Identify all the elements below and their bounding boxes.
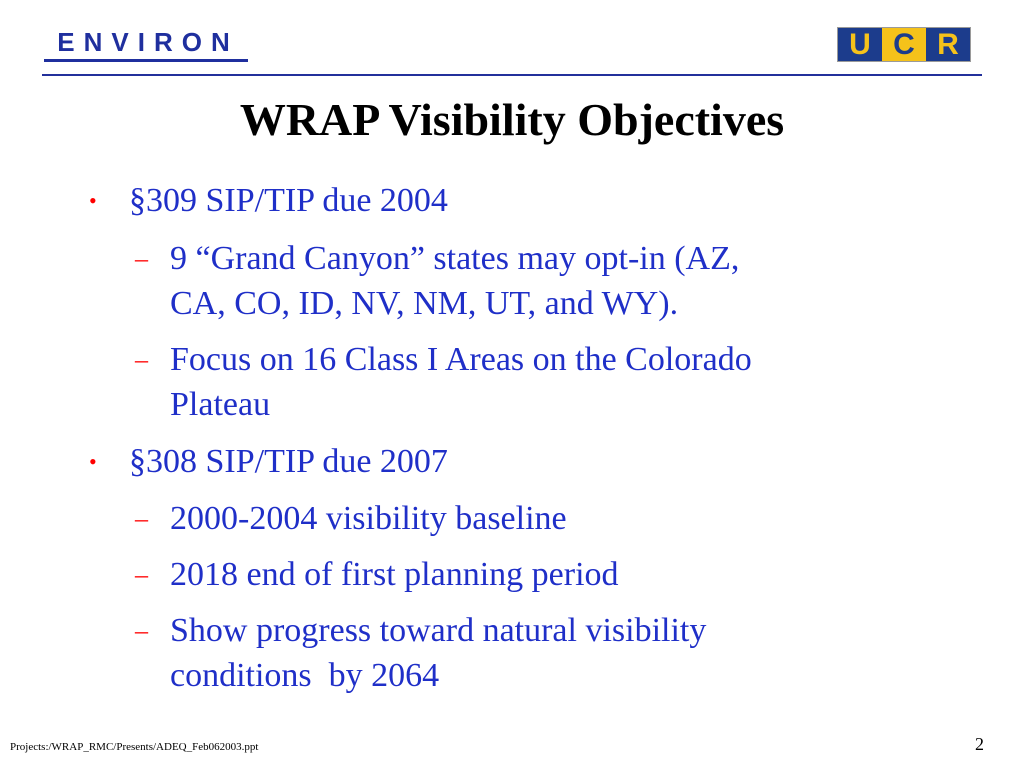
bullet-item: [89, 178, 448, 223]
bullet-item: [89, 439, 448, 484]
bullet-marker: •: [89, 449, 97, 474]
bullet-line: §308 SIP/TIP due 2007: [129, 443, 448, 480]
bullet-line: §309 SIP/TIP due 2004: [129, 182, 448, 219]
sub-bullet-line: conditions by 2064: [170, 657, 440, 694]
sub-bullet-marker: –: [135, 504, 148, 533]
sub-bullet-marker: –: [135, 560, 148, 589]
ucr-logo-letter-r: R: [926, 28, 970, 61]
bullet-marker: •: [89, 188, 97, 213]
sub-bullet-marker: –: [135, 345, 148, 374]
sub-bullet-item: [135, 496, 567, 541]
ucr-logo-letter-c: C: [882, 28, 926, 61]
sub-bullet-marker: –: [135, 616, 148, 645]
sub-bullet-line: 2000-2004 visibility baseline: [170, 500, 567, 537]
slide-title: WRAP Visibility Objectives: [239, 94, 785, 145]
sub-bullet-item: [135, 608, 707, 698]
footer-file-path: Projects:/WRAP_RMC/Presents/ADEQ_Feb062003.ppt: [10, 741, 259, 753]
header-divider: [42, 74, 982, 76]
ucr-logo: [837, 27, 971, 62]
sub-bullet-line: 2018 end of first planning period: [170, 556, 619, 593]
ucr-logo-letter-u: U: [838, 28, 882, 61]
environ-logo-underline: [44, 59, 248, 62]
sub-bullet-marker: –: [135, 244, 148, 273]
sub-bullet-line: Show progress toward natural visibility: [170, 612, 707, 649]
sub-bullet-line: 9 “Grand Canyon” states may opt-in (AZ,: [170, 240, 740, 277]
sub-bullet-item: [135, 337, 752, 427]
environ-logo: [42, 28, 248, 62]
sub-bullet-line: Focus on 16 Class I Areas on the Colorado: [170, 341, 752, 378]
page-number: 2: [975, 734, 984, 754]
sub-bullet-item: [135, 552, 619, 597]
environ-logo-text: ENVIRON: [57, 27, 239, 57]
sub-bullet-line: CA, CO, ID, NV, NM, UT, and WY).: [170, 285, 679, 322]
sub-bullet-item: [135, 236, 740, 326]
sub-bullet-line: Plateau: [170, 386, 271, 423]
